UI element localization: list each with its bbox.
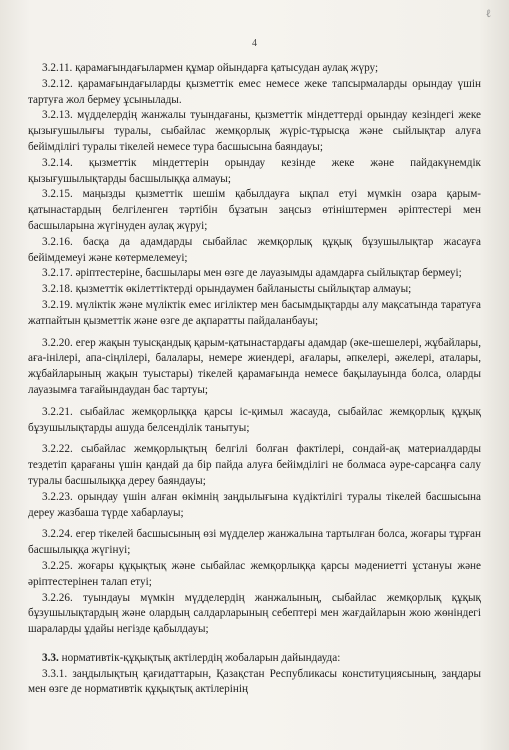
section-number: 3.3.: [42, 651, 59, 664]
list-item: 3.2.12. қарамағындағыларды қызметтік емес немесе жеке тапсырмаларды орындау үшін тартуға жол бермеу ұсынылады.: [28, 77, 481, 106]
list-item: 3.2.24. егер тікелей басшысының өзі мүдделер жанжалына тартылған болса, жоғары тұрған басшылыққа жүгінуі;: [28, 528, 481, 557]
section-heading: [28, 651, 481, 667]
list-item: 3.2.13. мүдделердің жанжалы туындағаны, қызметтік міндеттерді орындау кезіндегі жеке қызығушылығы туралы, сыбайлас жемқорлық жүріс-тұрысқа және сыйлықтар алуға бейімділігі туралы тікелей немесе тура басшысына баяндауы;: [28, 109, 481, 153]
list-item: 3.2.16. басқа да адамдарды сыбайлас жемқорлық құқық бұзушылықтар жасауға бейімдемеуі және көтермелемеуі;: [28, 235, 481, 264]
list-item: 3.2.14. қызметтік міндеттерін орындау кезінде жеке және пайдакүнемдік қызығушылықтарды басшылыққа алмауы;: [28, 156, 481, 185]
corner-mark: ℓ: [485, 8, 491, 20]
list-item: 3.2.11. қарамағындағылармен құмар ойындарға қатысудан аулақ жүру;: [42, 62, 379, 74]
list-item: 3.2.21. сыбайлас жемқорлыққа қарсы іс-қимыл жасауда, сыбайлас жемқорлық құқық бұзушылықтарды ашуда белсенділік танытуы;: [28, 405, 481, 434]
list-item: 3.2.26. туындауы мүмкін мүдделердің жанжалының, сыбайлас жемқорлық құқық бұзушылықтардың және олардың салдарларының себептері мен жағдайларын жою жөніндегі шараларды ұдайы негізде қабылдауы;: [28, 591, 481, 636]
list-item: 3.3.1. заңдылықтың қағидаттарын, Қазақстан Республикасы конституциясының, заңдары мен өзге де нормативтік құқықтық актілерінің: [28, 667, 481, 696]
section-title: нормативтік-құқықтық актілердің жобаларын дайындауда:: [58, 651, 341, 664]
list-item: 3.2.22. сыбайлас жемқорлықтың белгілі болған фактілері, сондай-ақ материалдарды тездетіп қарағаны үшін қандай да бір пайда алуға бейімділігі не болмаса әуре-сарсаңға салу туралы басшылыққа дереу баяндауы;: [28, 443, 481, 487]
document-body: [28, 61, 481, 698]
page-number: 4: [252, 38, 257, 49]
list-item: 3.2.23. орындау үшін алған өкімнің заңдылығына күдіктілігі туралы тікелей басшысына дереу жазбаша түрде хабарлауы;: [28, 490, 481, 519]
list-item: 3.2.18. қызметтік өкілеттіктерді орындаумен байланысты сыйлықтар алмауы;: [42, 283, 412, 296]
list-item: 3.2.25. жоғары құқықтық және сыбайлас жемқорлыққа қарсы мәдениетті ұстануы және әріптестерінен талап етуі;: [28, 559, 481, 588]
list-item: 3.2.17. әріптестеріне, басшылары мен өзге де лауазымды адамдарға сыйлықтар бермеуі;: [42, 267, 462, 280]
list-item: 3.2.15. маңызды қызметтік шешім қабылдауға ықпал етуі мүмкін озара қарым-қатынастардың белгіленген тәртібін бұзатын заңсыз өтініштермен әріптестері мен басшыларына жүгінуден аулақ жүруі;: [28, 188, 481, 232]
list-item: 3.2.20. егер жақын туысқандық қарым-қатынастардағы адамдар (әке-шешелері, жұбайлары, аға-інілері, апа-сіңлілері, балалары, немере жиендері, ағалары, әпкелері, әжелері, аталары, жұбайларының жақын туыстары) тікелей қарамағында немесе бақылауында болса, оларды лауазымға тағайындаудан бас тартуы;: [28, 336, 481, 396]
list-item: 3.2.19. мүліктік және мүліктік емес игіліктер мен басымдықтарды алу мақсатында таратуға жатпайтын қызметтік және өзге де ақпаратты пайдаланбауы;: [28, 298, 481, 327]
